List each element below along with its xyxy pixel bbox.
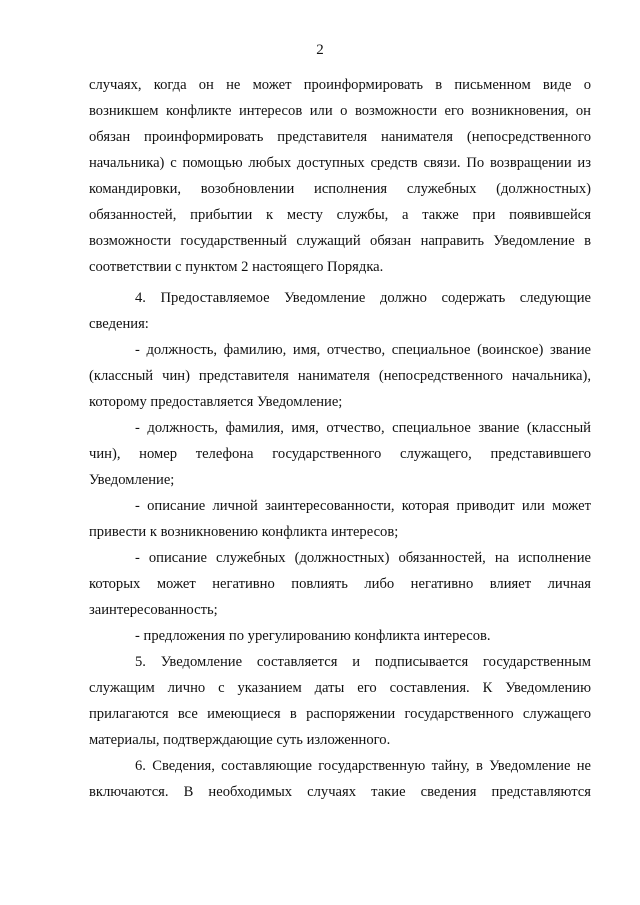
text-line: Уведомление; [89,472,175,488]
text-line: служащим лично с указанием даты его составления. К Уведомлению [89,680,591,696]
text-line: включаются. В необходимых случаях такие сведения представляются [89,784,591,800]
document-body [89,72,591,805]
text-line: которому предоставляется Уведомление; [89,394,343,410]
text-line: сведения: [89,316,149,332]
text-line: случаях, когда он не может проинформировать в письменном виде о [89,77,591,93]
text-line: которых может негативно повлиять либо негативно влияет личная [89,576,591,592]
page-number: 2 [316,42,324,58]
text-line: обязан проинформировать представителя нанимателя (непосредственного [89,129,591,145]
text-line: - описание личной заинтересованности, которая приводит или может [135,498,591,514]
text-line: привести к возникновению конфликта интересов; [89,524,399,540]
text-line: (классный чин) представителя нанимателя (непосредственного начальника), [89,368,591,384]
text-line: 6. Сведения, составляющие государственную тайну, в Уведомление не [135,758,591,774]
text-line: прилагаются все имеющиеся в распоряжении государственного служащего [89,706,591,722]
text-line: - описание служебных (должностных) обязанностей, на исполнение [135,550,591,566]
text-line: начальника) с помощью любых доступных средств связи. По возвращении из [89,155,591,171]
text-line: командировки, возобновлении исполнения служебных (должностных) [89,181,591,197]
text-line: - должность, фамилию, имя, отчество, специальное (воинское) звание [135,342,591,358]
text-line: - предложения по урегулированию конфликта интересов. [135,628,491,644]
text-line: - должность, фамилия, имя, отчество, специальное звание (классный [135,420,591,436]
text-line: чин), номер телефона государственного служащего, представившего [89,446,591,462]
text-line: материалы, подтверждающие суть изложенного. [89,732,391,748]
text-line: 5. Уведомление составляется и подписывается государственным [135,654,591,670]
text-line: заинтересованность; [89,602,218,618]
text-line: возникшем конфликте интересов или о возможности его возникновения, он [89,103,591,119]
text-line: обязанностей, прибытии к месту службы, а также при появившейся [89,207,591,223]
text-line: возможности государственный служащий обязан направить Уведомление в [89,233,591,249]
text-line: 4. Предоставляемое Уведомление должно содержать следующие [135,290,591,306]
text-line: соответствии с пунктом 2 настоящего Порядка. [89,259,384,275]
